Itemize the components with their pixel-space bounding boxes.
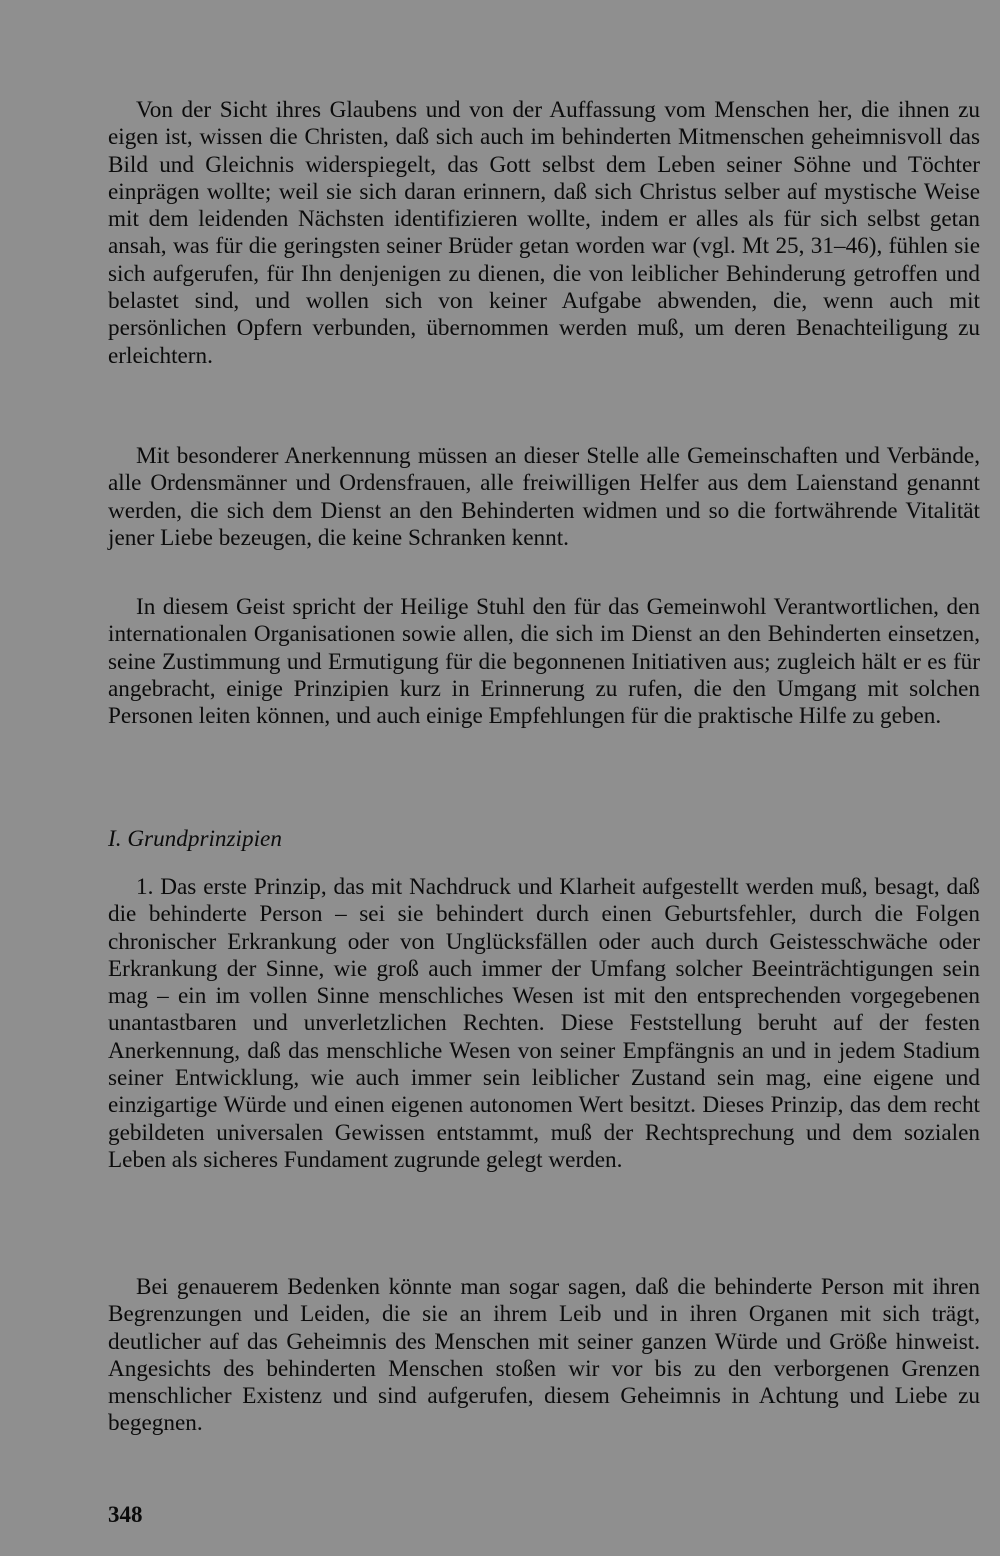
- paragraph: Mit besonderer Anerkennung müssen an dieser Stelle alle Gemeinschaften und Verbände, alle Ordensmänner und Ordensfrauen, alle freiwilligen Helfer aus dem Laienstand genannt werden, die sich dem Dienst an den Behinderten widmen und so die fortwährende Vitalität jener Liebe bezeugen, die keine Schranken kennt.: [108, 443, 980, 551]
- section-heading: I. Grundprinzipien: [108, 826, 282, 852]
- paragraph: 1. Das erste Prinzip, das mit Nachdruck und Klarheit aufgestellt werden muß, besagt, daß die behinderte Person – sei sie behindert durch einen Geburtsfehler, durch die Folgen chronischer Erkrankung oder von Unglücksfällen oder auch durch Geistesschwäche oder Erkrankung der Sinne, wie groß auch immer der Umfang solcher Beeinträchtigungen sein mag – ein im vollen Sinne menschliches Wesen ist mit den entsprechenden vorgegebenen unantastbaren und unverletzlichen Rechten. Diese Feststellung beruht auf der festen Anerkennung, daß das menschliche Wesen von seiner Empfängnis an und in jedem Stadium seiner Entwicklung, wie auch immer sein leiblicher Zustand sein mag, eine eigene und einzigartige Würde und einen eigenen autonomen Wert besitzt. Dieses Prinzip, das dem recht gebildeten universalen Gewissen entstammt, muß der Rechtsprechung und dem sozialen Leben als sicheres Fundament zugrunde gelegt werden.: [108, 874, 980, 1173]
- paragraph: Bei genauerem Bedenken könnte man sogar sagen, daß die behinderte Person mit ihren Begrenzungen und Leiden, die sie an ihrem Leib und in ihren Organen mit sich trägt, deutlicher auf das Geheimnis des Menschen mit seiner ganzen Würde und Größe hinweist. Angesichts des behinderten Menschen stoßen wir vor bis zu den verborgenen Grenzen menschlicher Existenz und sind aufgerufen, diesem Geheimnis in Achtung und Liebe zu begegnen.: [108, 1274, 980, 1437]
- paragraph: In diesem Geist spricht der Heilige Stuhl den für das Gemeinwohl Verantwortlichen, den internationalen Organisationen sowie allen, die sich im Dienst an den Behinderten einsetzen, seine Zustimmung und Ermutigung für die begonnenen Initiativen aus; zugleich hält er es für angebracht, einige Prinzipien kurz in Erinnerung zu rufen, die den Umgang mit solchen Personen leiten können, und auch einige Empfehlungen für die praktische Hilfe zu geben.: [108, 594, 980, 730]
- paragraph: Von der Sicht ihres Glaubens und von der Auffassung vom Menschen her, die ihnen zu eigen ist, wissen die Christen, daß sich auch im behinderten Mitmenschen geheimnisvoll das Bild und Gleichnis widerspiegelt, das Gott selbst dem Leben seiner Söhne und Töchter einprägen wollte; weil sie sich daran erinnern, daß sich Christus selber auf mystische Weise mit dem leidenden Nächsten identifizieren wollte, indem er alles als für sich selbst getan ansah, was für die geringsten seiner Brüder getan worden war (vgl. Mt 25, 31–46), fühlen sie sich aufgerufen, für Ihn denjenigen zu dienen, die von leiblicher Behinderung getroffen und belastet sind, und wollen sich von keiner Aufgabe abwenden, die, wenn auch mit persönlichen Opfern verbunden, übernommen werden muß, um deren Benachteiligung zu erleichtern.: [108, 97, 980, 369]
- page-number: 348: [108, 1502, 143, 1527]
